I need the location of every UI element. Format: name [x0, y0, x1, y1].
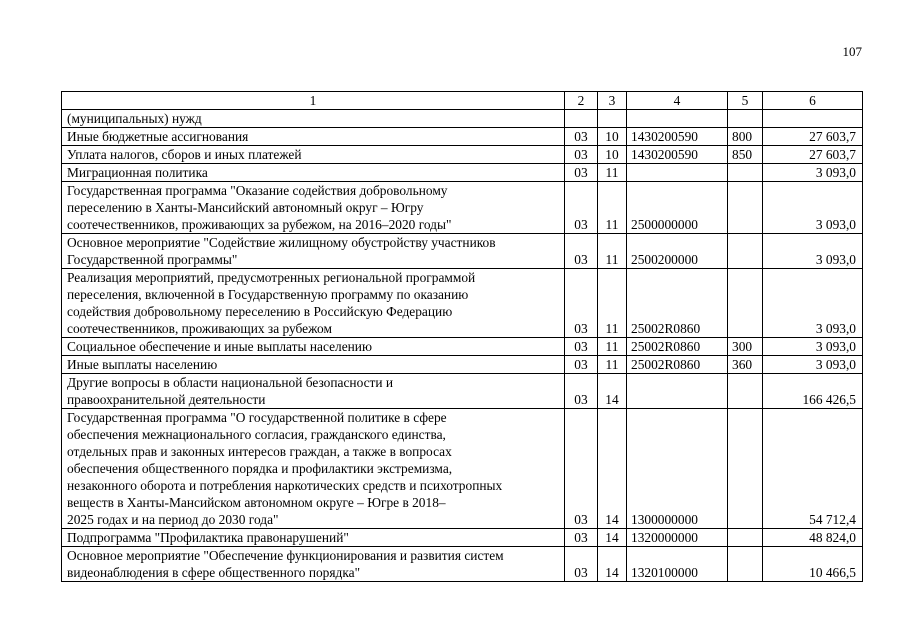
row-name-line: переселению в Ханты-Мансийский автономный округ – Югру	[67, 200, 424, 215]
target-article-cell: 25002R0860	[627, 269, 728, 338]
row-name-line: Государственной программы"	[67, 252, 238, 267]
table-header-row	[62, 92, 863, 110]
row-name-line: Государственная программа "О государственной политике в сфере	[67, 410, 447, 425]
amount-cell: 3 093,0	[763, 269, 863, 338]
expense-type-cell	[728, 110, 763, 128]
subsection-code-cell: 10	[598, 128, 627, 146]
subsection-code-cell: 11	[598, 234, 627, 269]
row-name-line: видеонаблюдения в сфере общественного порядка"	[67, 565, 361, 580]
row-name-line: Реализация мероприятий, предусмотренных региональной программой	[67, 270, 476, 285]
row-name-line: соотечественников, проживающих за рубежом	[67, 321, 332, 336]
table-row	[62, 146, 863, 164]
expense-type-cell	[728, 409, 763, 529]
row-name-line: Государственная программа "Оказание содействия добровольному	[67, 183, 448, 198]
row-name-cell	[62, 529, 565, 547]
target-article-cell: 2500200000	[627, 234, 728, 269]
target-article-cell	[627, 374, 728, 409]
subsection-code-cell: 11	[598, 338, 627, 356]
header-col-1: 1	[62, 92, 565, 110]
row-name-cell	[62, 547, 565, 582]
expense-type-cell	[728, 374, 763, 409]
subsection-code-cell: 11	[598, 164, 627, 182]
row-name-cell	[62, 128, 565, 146]
header-col-6: 6	[763, 92, 863, 110]
subsection-code-cell: 14	[598, 374, 627, 409]
header-col-5: 5	[728, 92, 763, 110]
row-name-line: переселения, включенной в Государственную программу по оказанию	[67, 287, 469, 302]
amount-cell: 3 093,0	[763, 182, 863, 234]
subsection-code-cell: 14	[598, 409, 627, 529]
row-name-line: незаконного оборота и потребления наркотических средств и психотропных	[67, 478, 503, 493]
row-name-cell	[62, 338, 565, 356]
row-name-line: (муниципальных) нужд	[67, 111, 202, 126]
section-code-cell: 03	[565, 338, 598, 356]
table-row	[62, 164, 863, 182]
section-code-cell	[565, 110, 598, 128]
row-name-line: Иные бюджетные ассигнования	[67, 129, 249, 144]
amount-cell: 48 824,0	[763, 529, 863, 547]
expense-type-cell	[728, 269, 763, 338]
expense-type-cell: 850	[728, 146, 763, 164]
target-article-cell: 1320100000	[627, 547, 728, 582]
budget-table	[61, 91, 863, 582]
target-article-cell: 1430200590	[627, 128, 728, 146]
row-name-line: обеспечения межнационального согласия, гражданского единства,	[67, 427, 446, 442]
amount-cell: 10 466,5	[763, 547, 863, 582]
row-name-line: Иные выплаты населению	[67, 357, 218, 372]
header-col-4: 4	[627, 92, 728, 110]
row-name-line: правоохранительной деятельности	[67, 392, 266, 407]
row-name-cell	[62, 409, 565, 529]
expense-type-cell: 300	[728, 338, 763, 356]
section-code-cell: 03	[565, 164, 598, 182]
section-code-cell: 03	[565, 234, 598, 269]
amount-cell: 3 093,0	[763, 356, 863, 374]
subsection-code-cell	[598, 110, 627, 128]
section-code-cell: 03	[565, 356, 598, 374]
expense-type-cell	[728, 547, 763, 582]
target-article-cell: 25002R0860	[627, 338, 728, 356]
row-name-cell	[62, 374, 565, 409]
section-code-cell: 03	[565, 146, 598, 164]
section-code-cell: 03	[565, 547, 598, 582]
section-code-cell: 03	[565, 409, 598, 529]
expense-type-cell	[728, 234, 763, 269]
row-name-line: Основное мероприятие "Обеспечение функционирования и развития систем	[67, 548, 504, 563]
row-name-line: соотечественников, проживающих за рубежом, на 2016–2020 годы"	[67, 217, 452, 232]
row-name-cell	[62, 164, 565, 182]
target-article-cell: 1320000000	[627, 529, 728, 547]
table-row	[62, 409, 863, 529]
subsection-code-cell: 11	[598, 269, 627, 338]
amount-cell: 54 712,4	[763, 409, 863, 529]
header-col-3: 3	[598, 92, 627, 110]
row-name-cell	[62, 234, 565, 269]
row-name-line: Уплата налогов, сборов и иных платежей	[67, 147, 302, 162]
row-name-line: содействия добровольному переселению в Российскую Федерацию	[67, 304, 453, 319]
section-code-cell: 03	[565, 182, 598, 234]
subsection-code-cell: 11	[598, 356, 627, 374]
target-article-cell: 1430200590	[627, 146, 728, 164]
section-code-cell: 03	[565, 374, 598, 409]
amount-cell	[763, 110, 863, 128]
header-col-2: 2	[565, 92, 598, 110]
target-article-cell	[627, 110, 728, 128]
amount-cell: 3 093,0	[763, 338, 863, 356]
amount-cell: 27 603,7	[763, 128, 863, 146]
table-row	[62, 110, 863, 128]
target-article-cell	[627, 164, 728, 182]
table-row	[62, 338, 863, 356]
table-row	[62, 234, 863, 269]
row-name-cell	[62, 110, 565, 128]
target-article-cell: 2500000000	[627, 182, 728, 234]
table-row	[62, 547, 863, 582]
section-code-cell: 03	[565, 128, 598, 146]
section-code-cell: 03	[565, 529, 598, 547]
row-name-cell	[62, 182, 565, 234]
subsection-code-cell: 10	[598, 146, 627, 164]
row-name-line: отдельных прав и законных интересов граждан, а также в вопросах	[67, 444, 452, 459]
amount-cell: 3 093,0	[763, 164, 863, 182]
expense-type-cell: 360	[728, 356, 763, 374]
amount-cell: 3 093,0	[763, 234, 863, 269]
table-row	[62, 374, 863, 409]
row-name-line: обеспечения общественного порядка и профилактики экстремизма,	[67, 461, 453, 476]
row-name-line: Другие вопросы в области национальной безопасности и	[67, 375, 394, 390]
expense-type-cell	[728, 182, 763, 234]
table-row	[62, 128, 863, 146]
row-name-line: веществ в Ханты-Мансийском автономном округе – Югре в 2018–	[67, 495, 446, 510]
amount-cell: 166 426,5	[763, 374, 863, 409]
table-body	[62, 92, 863, 582]
subsection-code-cell: 14	[598, 529, 627, 547]
row-name-cell	[62, 356, 565, 374]
expense-type-cell	[728, 529, 763, 547]
section-code-cell: 03	[565, 269, 598, 338]
target-article-cell: 25002R0860	[627, 356, 728, 374]
row-name-line: Социальное обеспечение и иные выплаты населению	[67, 339, 372, 354]
table-row	[62, 269, 863, 338]
amount-cell: 27 603,7	[763, 146, 863, 164]
page-number: 107	[842, 44, 862, 59]
target-article-cell: 1300000000	[627, 409, 728, 529]
table-row	[62, 182, 863, 234]
row-name-cell	[62, 269, 565, 338]
row-name-line: Подпрограмма "Профилактика правонарушений"	[67, 530, 349, 545]
expense-type-cell	[728, 164, 763, 182]
subsection-code-cell: 11	[598, 182, 627, 234]
table-row	[62, 356, 863, 374]
table-row	[62, 529, 863, 547]
row-name-line: Миграционная политика	[67, 165, 208, 180]
row-name-line: Основное мероприятие "Содействие жилищному обустройству участников	[67, 235, 496, 250]
row-name-cell	[62, 146, 565, 164]
subsection-code-cell: 14	[598, 547, 627, 582]
row-name-line: 2025 годах и на период до 2030 года"	[67, 512, 279, 527]
expense-type-cell: 800	[728, 128, 763, 146]
